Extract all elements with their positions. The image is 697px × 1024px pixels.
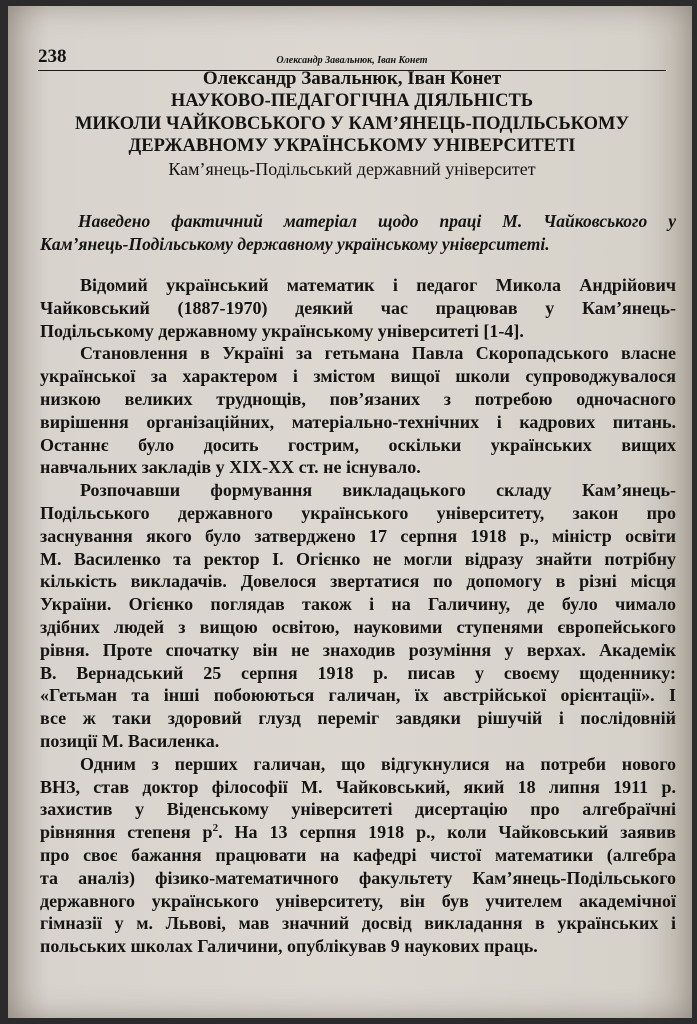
text-line: Розпочавши формування викладацького складу Кам’янець-: [80, 480, 676, 501]
paragraph: [40, 274, 676, 342]
title-line: НАУКОВО-ПЕДАГОГІЧНА ДІЯЛЬНІСТЬ: [170, 91, 534, 111]
article-authors: Олександр Завальнюк, Іван Конет: [202, 68, 502, 89]
article-body: [40, 274, 676, 958]
text-line: рівня. Проте спочатку він не знаходив розуміння у верхах. Академік: [40, 639, 676, 660]
abstract: [40, 210, 676, 256]
text-line: Відомий український математик і педагог Микола Андрійович: [80, 275, 676, 295]
text-line: ВНЗ, став доктор філософії М. Чайковський, який 18 липня 1911 р.: [40, 776, 676, 797]
text-line: польських школах Галичини, опублікував 9 наукових праць.: [40, 936, 538, 957]
text-line: М. Василенко та ректор І. Огієнко не могли відразу знайти потрібну: [40, 548, 676, 569]
text-line: української за характером і змістом вищої школи супроводжувалося: [40, 366, 676, 387]
text-line: здібних людей з вищою освітою, науковими ступенями європейського: [40, 616, 676, 637]
title-line: МИКОЛИ ЧАЙКОВСЬКОГО У КАМ’ЯНЕЦЬ-ПОДІЛЬСЬКОМУ: [74, 113, 630, 134]
text-fragment: . На 13 серпня 1918 р., коли Чайковський заявив: [218, 822, 676, 843]
text-line: Одним з перших галичан, що відгукнулися на потреби нового: [80, 753, 676, 774]
abstract-line: Наведено фактичний матеріал щодо праці М. Чайковського у: [78, 211, 676, 231]
book-page: [8, 6, 692, 1018]
text-line: заснування якого було затверджено 17 серпня 1918 р., міністр освіти: [40, 525, 676, 546]
page-number: 238: [38, 46, 67, 67]
text-line: позиції М. Василенка.: [40, 730, 220, 751]
text-line: В. Вернадський 25 серпня 1918 р. писав у своєму щоденнику:: [40, 662, 676, 683]
text-line: державного українського університету, він був учителем академічної: [40, 890, 676, 911]
text-line: все ж таки здоровий глузд переміг завдяки рішучій і послідовній: [40, 708, 676, 729]
title-line: ДЕРЖАВНОМУ УКРАЇНСЬКОМУ УНІВЕРСИТЕТІ: [128, 136, 576, 156]
affiliation: Кам’янець-Подільський державний університет: [168, 159, 536, 179]
text-line: Подільському державному українському університеті [1-4].: [40, 320, 524, 341]
text-line: кількість викладачів. Довелося звертатися по допомогу в різні місця: [40, 571, 676, 592]
text-line: низкою великих труднощів, пов’язаних з потребою одночасного: [40, 388, 676, 409]
text-line: гімназії у м. Львові, мав значний досвід викладання в українських і: [40, 913, 676, 934]
article-title: [38, 90, 666, 158]
abstract-line: Кам’янець-Подільському державному українському університеті.: [40, 233, 550, 254]
text-line-with-superscript: [40, 821, 676, 844]
superscript: 2: [212, 822, 219, 835]
text-line: Становлення в Україні за гетьмана Павла Скоропадського власне: [80, 343, 676, 364]
text-line: захистив у Віденському університеті дисертацію про алгебраїчні: [40, 799, 676, 820]
text-line: про своє бажання працювати на кафедрі чистої математики (алгебра: [40, 844, 676, 865]
text-fragment: рівняння степеня p: [40, 822, 213, 843]
text-line: навчальних закладів у XIX-XX ст. не існувало.: [40, 457, 421, 478]
paragraph: [40, 342, 676, 479]
text-line: України. Огієнко поглядав також і на Галичину, де було чимало: [40, 594, 676, 615]
text-line: вирішення організаційних, матеріально-технічних і кадрових питань.: [40, 411, 676, 432]
text-line: Чайковський (1887-1970) деякий час працював у Кам’янець-: [40, 297, 676, 318]
text-line: «Гетьман та інші побоюються галичан, їх австрійської орієнтації». І: [40, 685, 676, 706]
paragraph: [40, 479, 676, 753]
running-head-authors: Олександр Завальнюк, Іван Конет: [276, 55, 428, 66]
text-line: та аналіз) фізико-математичного факультету Кам’янець-Подільського: [40, 867, 676, 888]
text-line: Останнє було досить гострим, оскільки українських вищих: [40, 434, 676, 455]
paragraph: [40, 753, 676, 958]
text-line: Подільського державного українського університету, закон про: [40, 502, 676, 523]
